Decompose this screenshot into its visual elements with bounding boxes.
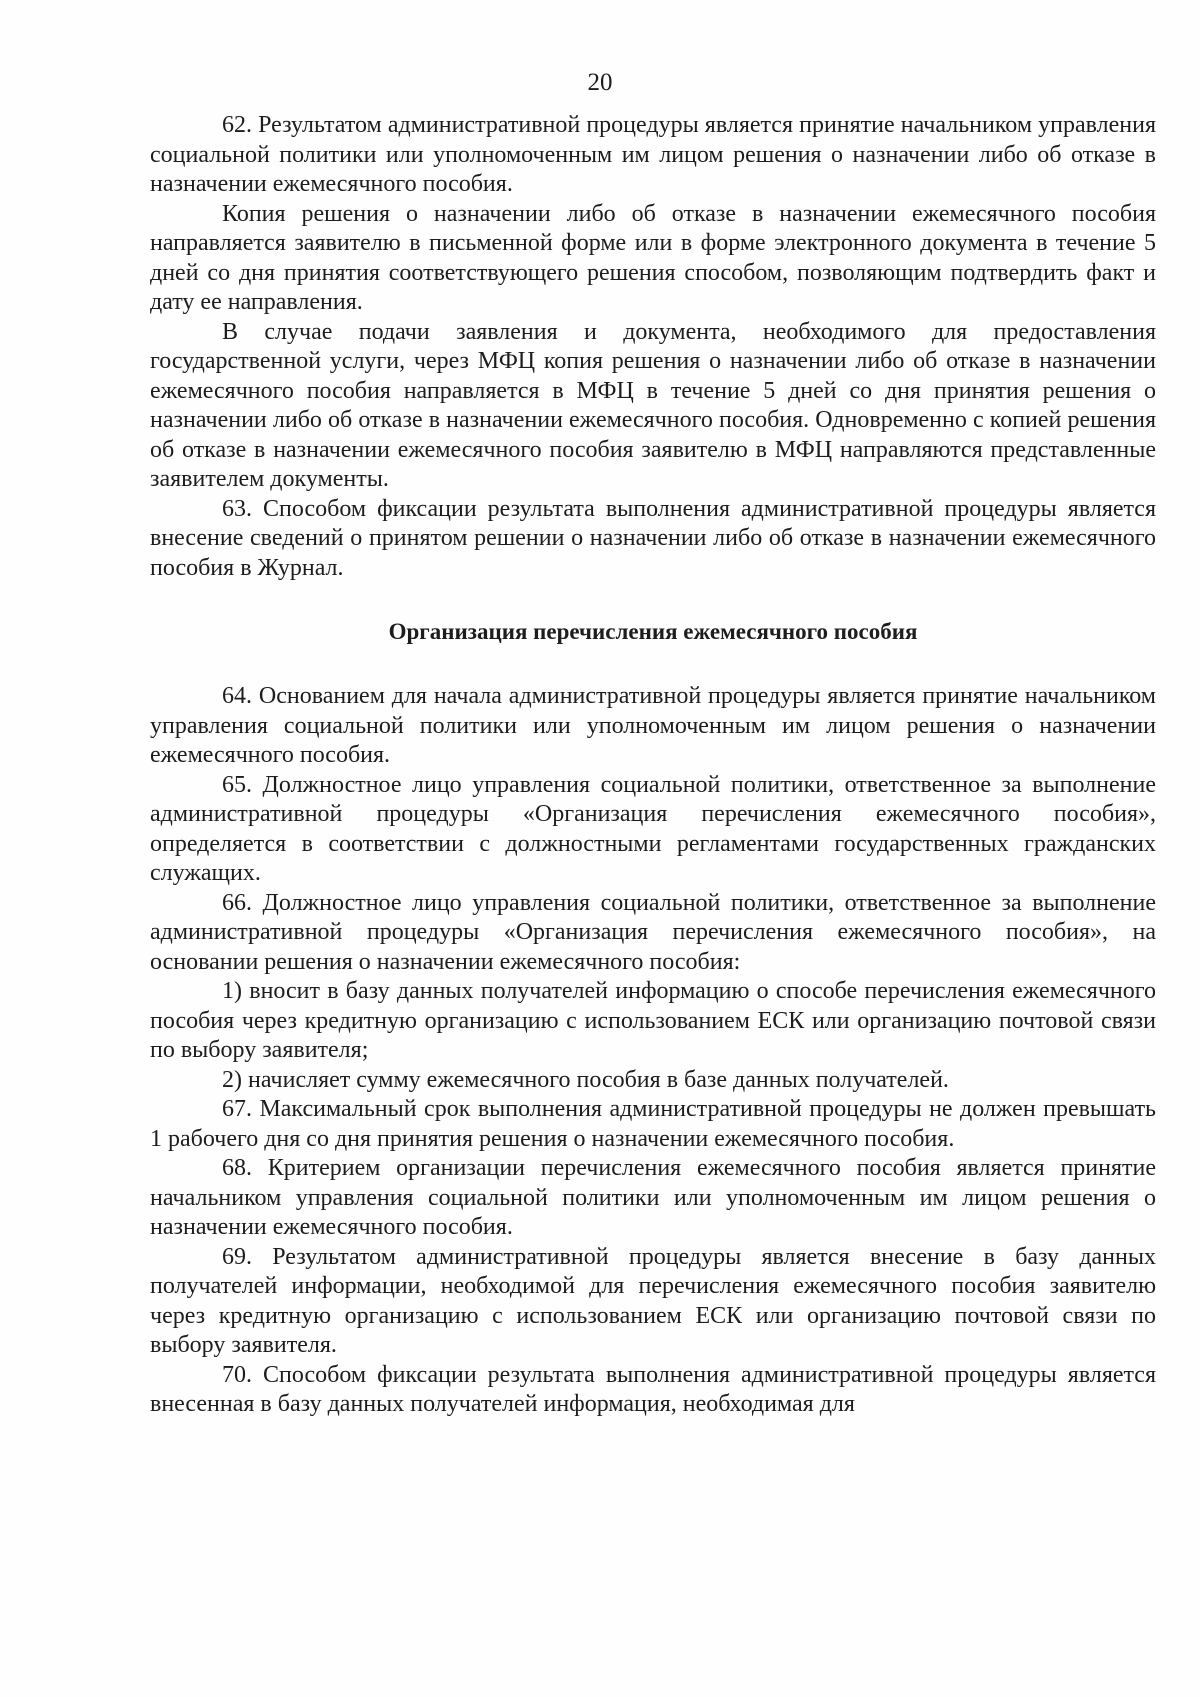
paragraph-68: 68. Критерием организации перечисления ежемесячного пособия является принятие начальником управления социальной политики или уполномоченным им лицом решения о назначении ежемесячного пособия. [150, 1155, 1156, 1240]
section-bottom [150, 682, 1156, 1420]
paragraph-66-item-2: 2) начисляет сумму ежемесячного пособия в базе данных получателей. [222, 1066, 949, 1093]
paragraph-65: 65. Должностное лицо управления социальной политики, ответственное за выполнение административной процедуры «Организация перечисления ежемесячного пособия», определяется в соответствии с должностными регламентами государственных гражданских служащих. [150, 771, 1156, 886]
paragraph-67: 67. Максимальный срок выполнения административной процедуры не должен превышать 1 рабочего дня со дня принятия решения о назначении ежемесячного пособия. [150, 1096, 1156, 1152]
page-number: 20 [587, 69, 613, 96]
paragraph-69: 69. Результатом административной процедуры является внесение в базу данных получателей информации, необходимой для перечисления ежемесячного пособия заявителю через кредитную организацию с использованием ЕСК или организацию почтовой связи по выбору заявителя. [150, 1243, 1156, 1358]
paragraph-63: 63. Способом фиксации результата выполнения административной процедуры является внесение сведений о принятом решении о назначении либо об отказе в назначении ежемесячного пособия в Журнал. [150, 495, 1156, 581]
document-body [150, 111, 1156, 1420]
paragraph-62-mfc: В случае подачи заявления и документа, необходимого для предоставления государственной услуги, через МФЦ копия решения о назначении либо об отказе в назначении ежемесячного пособия направляется в МФЦ в течение 5 дней со дня принятия решения о назначении либо об отказе в назначении ежемесячного пособия. Одновременно с копией решения об отказе в назначении ежемесячного пособия заявителю в МФЦ направляются представленные заявителем документы. [150, 318, 1156, 492]
paragraph-70: 70. Способом фиксации результата выполнения административной процедуры является внесенная в базу данных получателей информация, необходимая для [150, 1361, 1156, 1417]
paragraph-66-item-1: 1) вносит в базу данных получателей информацию о способе перечисления ежемесячного пособия через кредитную организацию с использованием ЕСК или организацию почтовой связи по выбору заявителя; [150, 978, 1156, 1063]
paragraph-66: 66. Должностное лицо управления социальной политики, ответственное за выполнение административной процедуры «Организация перечисления ежемесячного пособия», на основании решения о назначении ежемесячного пособия: [150, 889, 1156, 975]
section-heading: Организация перечисления ежемесячного пособия [388, 619, 918, 644]
paragraph-62: 62. Результатом административной процедуры является принятие начальником управления социальной политики или уполномоченным им лицом решения о назначении либо об отказе в назначении ежемесячного пособия. [150, 112, 1156, 197]
section-top [150, 111, 1156, 583]
paragraph-64: 64. Основанием для начала административной процедуры является принятие начальником управления социальной политики или уполномоченным им лицом решения о назначении ежемесячного пособия. [150, 683, 1156, 768]
paragraph-62-copy: Копия решения о назначении либо об отказе в назначении ежемесячного пособия направляется заявителю в письменной форме или в форме электронного документа в течение 5 дней со дня принятия соответствующего решения способом, позволяющим подтвердить факт и дату ее направления. [150, 200, 1156, 315]
